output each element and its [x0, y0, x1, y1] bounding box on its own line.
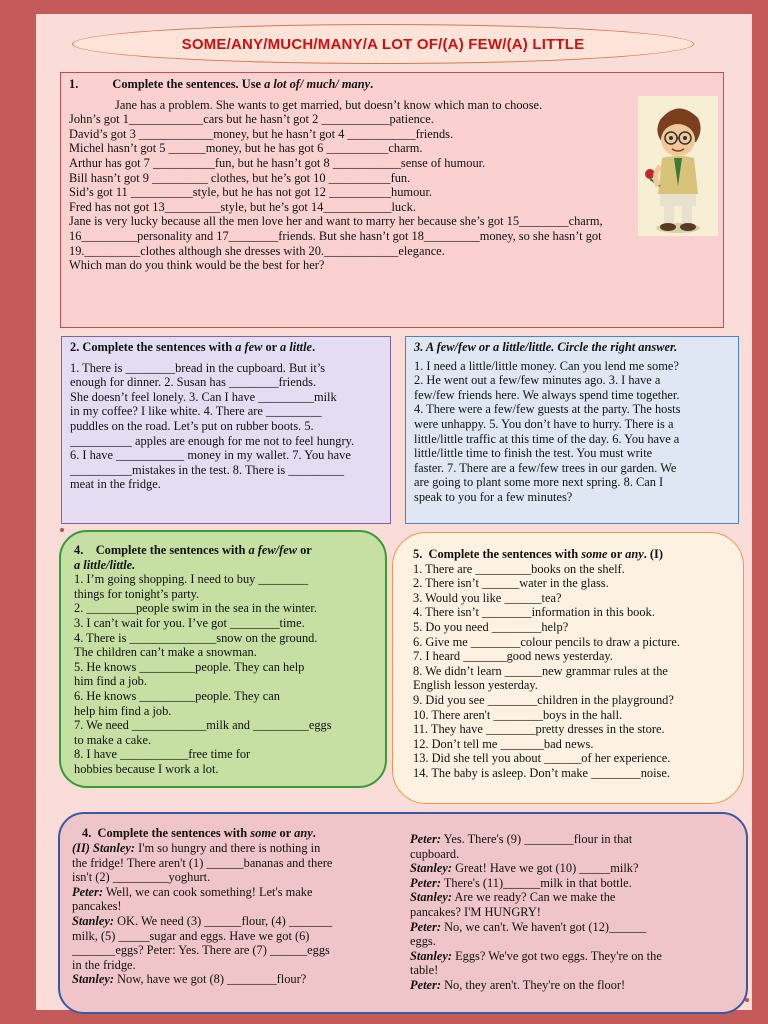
sentence-line: 14. The baby is asleep. Don’t make ________noise. — [413, 765, 670, 780]
dialogue-text: table! — [410, 963, 439, 978]
dialogue-line — [72, 841, 372, 856]
heading-text: Complete the sentences with — [95, 543, 249, 557]
sentence-line: little/little time to finish the test. You must write — [414, 446, 653, 461]
sentence-line: Which man do you think would be the best for her? — [69, 258, 325, 273]
sentence-line: 3. Would you like ______tea? — [413, 590, 562, 605]
sentence-line: speak to you for a few minutes? — [414, 489, 573, 504]
dialogue-right-column — [410, 832, 710, 993]
exercise-2-heading — [70, 340, 382, 355]
dialogue-text: Well, we can cook something! Let's make — [102, 884, 313, 899]
sentence-line: 8. We didn’t learn ______new grammar rules at the — [413, 663, 668, 678]
sentence-line: __________mistakes in the test. 8. There is _________ — [70, 462, 345, 477]
sentence-line: The children can’t make a snowman. — [74, 645, 257, 660]
dialogue-text: Are we ready? Can we make the — [452, 890, 616, 905]
heading-end: . — [370, 77, 374, 91]
exercise-3-heading: 3. A few/few or a little/little. Circle the right answer. — [414, 340, 678, 354]
heading-text: Complete the sentences with — [97, 826, 251, 840]
dialogue-line — [72, 914, 372, 929]
exercise-5-lines — [413, 562, 731, 781]
sentence-line: puddles on the road. Let’s put on rubber boots. 5. — [70, 418, 314, 433]
dialogue-text: Yes. There's (9) ________flour in that — [440, 832, 633, 846]
heading-emphasis: a few — [235, 340, 263, 354]
sentence-line: help him find a job. — [74, 703, 172, 718]
dialogue-line — [72, 958, 372, 973]
sentence-line: hobbies because I work a lot. — [74, 761, 219, 776]
heading-emphasis: some — [250, 826, 277, 840]
dialogue-text: cupboard. — [410, 846, 460, 861]
dialogue-line — [72, 929, 372, 944]
dialogue-line — [72, 856, 372, 871]
speaker-name: (II) Stanley: — [72, 841, 135, 855]
exercise-number: 5. — [413, 547, 423, 561]
sentence-line: 11. They have ________pretty dresses in the store. — [413, 722, 665, 737]
exercise-3-box — [405, 336, 739, 524]
heading-text: Complete the sentences. Use — [112, 77, 265, 91]
dialogue-text: Great! Have we got (10) _____milk? — [452, 861, 639, 876]
sentence-line: Michel hasn’t got 5 ______money, but he has got 6 __________charm. — [69, 141, 423, 156]
dialogue-line — [410, 832, 710, 847]
speaker-name: Stanley: — [410, 861, 452, 876]
title-banner — [72, 24, 694, 64]
sentence-line: 12. Don’t tell me _______bad news. — [413, 736, 594, 751]
sentence-line: are going to plant some more next spring. 8. Can I — [414, 475, 664, 490]
speaker-name: Peter: — [410, 875, 441, 890]
sentence-line: John’s got 1____________cars but he hasn’t got 2 ___________patience. — [69, 112, 434, 127]
sentence-line: few/few friends here. We always spend time together. — [414, 387, 680, 402]
dialogue-text: I'm so hungry and there is nothing in — [134, 841, 321, 855]
dialogue-line — [72, 899, 372, 914]
heading-end: . — [312, 826, 316, 840]
exercise-5-heading — [413, 547, 731, 562]
sentence-line: 3. I can’t wait for you. I’ve got ________time. — [74, 615, 305, 630]
sentence-line: 5. He knows _________people. They can help — [74, 659, 305, 674]
sentence-line: English lesson yesterday. — [413, 678, 538, 693]
exercise-6-box — [58, 812, 748, 1014]
exercise-1-heading — [69, 77, 713, 92]
sentence-line: 1. There are _________books on the shelf. — [413, 561, 625, 576]
exercise-4-heading — [74, 543, 373, 572]
sentence-line: 2. He went out a few/few minutes ago. 3. I have a — [414, 373, 661, 388]
sentence-line: 16_________personality and 17________friends. But she hasn’t got 18_________money, so she hasn’t got — [69, 228, 602, 243]
dialogue-line — [72, 943, 372, 958]
heading-or: or — [297, 543, 312, 557]
sentence-line: meat in the fridge. — [70, 477, 161, 492]
dialogue-text: pancakes! — [72, 899, 122, 914]
sentence-line: Fred has not got 13_________style, but he’s got 14___________luck. — [69, 199, 416, 214]
speaker-name: Stanley: — [72, 913, 114, 928]
sentence-line: things for tonight’s party. — [74, 586, 200, 601]
dialogue-text: eggs. — [410, 934, 436, 949]
dialogue-line — [410, 963, 710, 978]
dialogue-text: milk, (5) _____sugar and eggs. Have we got (6) — [72, 928, 310, 943]
dialogue-text: Eggs? We've got two eggs. They're on the — [452, 948, 662, 963]
exercise-2-lines — [70, 361, 382, 492]
heading-text: 2. Complete the sentences with — [70, 340, 236, 354]
dialogue-text: _______eggs? Peter: Yes. There are (7) ______eggs — [72, 943, 330, 958]
exercise-1-lines — [69, 98, 713, 273]
exercise-4-box — [59, 530, 387, 788]
speaker-name: Stanley: — [410, 890, 452, 905]
sentence-line: 4. There were a few/few guests at the party. The hosts — [414, 402, 681, 417]
sentence-line: 6. He knows _________people. They can — [74, 688, 280, 703]
dialogue-text: Now, have we got (8) ________flour? — [114, 972, 307, 987]
exercise-3-lines — [414, 359, 730, 505]
sentence-line: in my coffee? I like white. 4. There are _________ — [70, 404, 322, 419]
sentence-line: Jane has a problem. She wants to get married, but doesn’t know which man to choose. — [115, 97, 543, 112]
exercise-2-box — [61, 336, 391, 524]
sentence-line: She doesn’t feel lonely. 3. Can I have _________milk — [70, 389, 337, 404]
heading-or: or — [262, 340, 281, 354]
dialogue-line — [72, 972, 372, 987]
dialogue-text: the fridge! There aren't (1) ______bananas and there — [72, 855, 333, 870]
dialogue-left-column — [72, 841, 372, 987]
sentence-line: 4. There isn’t ________information in this book. — [413, 605, 655, 620]
heading-text: Complete the sentences with — [428, 547, 582, 561]
sentence-line: little/little traffic at this time of the day. 6. You have a — [414, 431, 680, 446]
sentence-line: David’s got 3 ____________money, but he hasn’t got 4 ___________friends. — [69, 126, 454, 141]
dialogue-line — [410, 934, 710, 949]
sentence-line: 1. I need a little/little money. Can you lend me some? — [414, 358, 679, 373]
heading-emphasis: any — [294, 826, 313, 840]
speaker-name: Peter: — [410, 977, 441, 992]
heading-or: or — [607, 547, 626, 561]
speaker-name: Stanley: — [72, 972, 114, 987]
sentence-line: were unhappy. 5. You don’t have to hurry. There is a — [414, 416, 674, 431]
heading-end: . (I) — [643, 547, 663, 561]
exercise-number: 1. — [69, 77, 79, 91]
sentence-line: 1. I’m going shopping. I need to buy ________ — [74, 572, 309, 587]
sentence-line: 4. There is ______________snow on the ground. — [74, 630, 318, 645]
speaker-name: Peter: — [410, 919, 441, 934]
sentence-line: 7. We need ____________milk and _________eggs — [74, 718, 332, 733]
dialogue-text: OK. We need (3) ______flour, (4) _______ — [114, 913, 333, 928]
speaker-name: Peter: — [410, 832, 441, 846]
dialogue-text: isn't (2) _________yoghurt. — [72, 870, 211, 885]
dialogue-text: No, they aren't. They're on the floor! — [440, 977, 626, 992]
heading-or: or — [276, 826, 295, 840]
sentence-line: 10. There aren't ________boys in the hall. — [413, 707, 623, 722]
sentence-line: __________ apples are enough for me not to feel hungry. — [70, 433, 355, 448]
sentence-line: Arthur has got 7 __________fun, but he hasn’t got 8 ___________sense of humour. — [69, 155, 486, 170]
dialogue-text: No, we can't. We haven't got (12)______ — [440, 919, 647, 934]
speaker-name: Peter: — [72, 884, 103, 899]
sentence-line: 6. I have ___________ money in my wallet. 7. You have — [70, 448, 351, 463]
dialogue-line — [410, 890, 710, 905]
exercise-number: 4. — [82, 826, 92, 840]
heading-emphasis: a lot of/ much/ many — [264, 77, 371, 91]
dialogue-text: pancakes? I'M HUNGRY! — [410, 904, 541, 919]
decor-dot — [60, 528, 64, 532]
sentence-line: 8. I have ___________free time for — [74, 747, 251, 762]
dialogue-line — [410, 920, 710, 935]
decor-dot — [745, 998, 749, 1002]
exercise-1-box — [60, 72, 724, 328]
sentence-line: 6. Give me ________colour pencils to draw a picture. — [413, 634, 681, 649]
heading-emphasis: a few/few — [248, 543, 298, 557]
dialogue-line — [410, 876, 710, 891]
heading-emphasis: a little/little. — [74, 557, 136, 572]
exercise-4-lines — [74, 572, 373, 776]
dialogue-line — [410, 861, 710, 876]
heading-end: . — [312, 340, 316, 354]
dialogue-line — [72, 885, 372, 900]
exercise-number: 4. — [74, 543, 84, 557]
sentence-line: Sid’s got 11 __________style, but he has not got 12 __________humour. — [69, 185, 432, 200]
sentence-line: 7. I heard _______good news yesterday. — [413, 649, 613, 664]
sentence-line: 19._________clothes although she dresses with 20.____________elegance. — [69, 243, 445, 258]
sentence-line: faster. 7. There are a few/few trees in our garden. We — [414, 460, 677, 475]
sentence-line: 2. There isn’t ______water in the glass. — [413, 576, 609, 591]
heading-emphasis: some — [581, 547, 608, 561]
sentence-line: him find a job. — [74, 674, 147, 689]
dialogue-line — [72, 870, 372, 885]
sentence-line: 9. Did you see ________children in the playground? — [413, 692, 674, 707]
sentence-line: 1. There is ________bread in the cupboard. But it’s — [70, 360, 326, 375]
dialogue-line — [410, 949, 710, 964]
page-title: SOME/ANY/MUCH/MANY/A LOT OF/(A) FEW/(A) LITTLE — [181, 35, 585, 53]
sentence-line: Jane is very lucky because all the men love her and want to marry her because she’s got 15________charm, — [69, 214, 603, 229]
sentence-line: Bill hasn’t got 9 _________ clothes, but he’s got 10 __________fun. — [69, 170, 411, 185]
speaker-name: Stanley: — [410, 948, 452, 963]
sentence-line: 13. Did she tell you about ______of her experience. — [413, 751, 671, 766]
cartoon-boy-icon — [638, 96, 718, 236]
exercise-5-box — [392, 532, 744, 804]
sentence-line: 2. ________people swim in the sea in the winter. — [74, 601, 317, 616]
dialogue-text: There's (11)______milk in that bottle. — [440, 875, 632, 890]
dialogue-line — [410, 978, 710, 993]
dialogue-line — [410, 905, 710, 920]
dialogue-text: in the fridge. — [72, 957, 136, 972]
sentence-line: to make a cake. — [74, 732, 152, 747]
sentence-line: enough for dinner. 2. Susan has ________friends. — [70, 375, 317, 390]
heading-emphasis: any — [625, 547, 644, 561]
sentence-line: 5. Do you need ________help? — [413, 619, 569, 634]
dialogue-line — [410, 847, 710, 862]
heading-emphasis: a little — [280, 340, 313, 354]
